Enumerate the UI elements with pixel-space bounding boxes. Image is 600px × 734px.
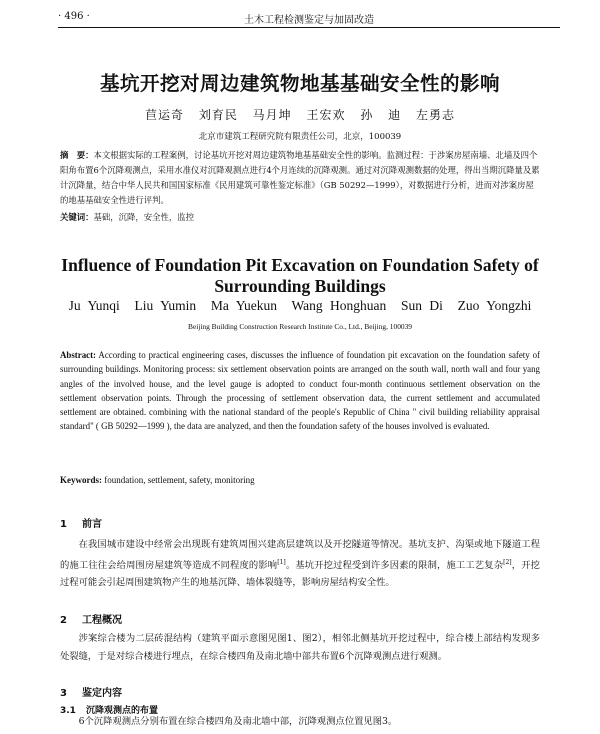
- paragraph-text: ，开挖过程可能会引起周围建筑物产生的地基沉降、墙体裂缝等，影响房屋结构安全性。: [60, 559, 540, 589]
- subsection-number: 3.1: [60, 706, 76, 716]
- citation-ref: [1]: [277, 558, 286, 566]
- author-en: Wang Honghuan: [291, 298, 387, 313]
- section-number: 2: [60, 615, 67, 626]
- abstract-text-zh: 本文根据实际的工程案例，讨论基坑开挖对周边建筑物地基基础安全性的影响。监测过程：于涉案房屋南墙、北墙及四个阳角布置6个沉降观测点，采用水准仪对沉降观测点进行4个月连续的沉降观测。通过对沉降观测数据的处理，得出当期沉降量及累计沉降量，结合中华人民共和国国家标准《民用建筑可靠性鉴定标准》（GB 50292—1999），对数据进行分析，进而对涉案房屋的地基基础安全性进行评判。: [60, 150, 540, 205]
- author-zh: 左勇志: [416, 108, 456, 122]
- section-heading-3: [60, 684, 122, 699]
- citation-ref: [2]: [503, 558, 512, 566]
- author-zh: 刘育民: [198, 108, 238, 122]
- section-heading-2: [60, 611, 122, 626]
- chinese-authors: [40, 106, 560, 123]
- author-en: Ju Yunqi: [68, 298, 120, 313]
- keywords-text-en: foundation, settlement, safety, monitoring: [104, 475, 255, 485]
- abstract-text-en: According to practical engineering cases, discusses the influence of foundation pit excavation on the foundation safety of surrounding buildings. Monitoring process: six settlement observation points are arranged on the south wall, north wall and four yang angles of the involved house, and the level gauge is adopted to conduct four-month continuous settlement observation on the settlement observation points. Through the processing of settlement observation data, the current settlement and accumulated settlement are obtained. combining with the national standard of the people's Republic of China " civil building reliability appraisal standard" ( GB 50292—1999 ), the data are analyzed, and then the foundation safety of the houses involved is evaluated.: [60, 350, 540, 432]
- abstract-label-zh: 摘 要：: [60, 150, 94, 160]
- author-en: Zuo Yongzhi: [457, 298, 532, 313]
- section-number: 1: [60, 519, 67, 530]
- section-number: 3: [60, 688, 67, 699]
- english-keywords: [60, 475, 540, 485]
- chinese-title: 基坑开挖对周边建筑物地基基础安全性的影响: [99, 72, 500, 95]
- keywords-label-zh: 关键词：: [60, 212, 94, 222]
- english-affiliation: Beijing Building Construction Research Institute Co., Ltd., Beijing, 100039: [188, 322, 412, 331]
- chinese-keywords: [60, 210, 540, 225]
- author-zh: 王宏欢: [306, 108, 346, 122]
- paragraph-text: 在我国城市建设中经常会出现既有建筑周围兴建高层建筑以及开挖隧道等情况。基坑支护、沟渠或地下隧道工程的施工往往会给周围房屋建筑等造成不同程度的影响: [60, 539, 540, 571]
- abstract-label-en: Abstract:: [60, 350, 96, 360]
- english-title: Influence of Foundation Pit Excavation on Foundation Safety of Surrounding Buildings: [61, 255, 539, 296]
- author-zh: 马月坤: [252, 108, 292, 122]
- author-zh: 孙 迪: [360, 108, 402, 122]
- section-title: 前言: [82, 519, 102, 530]
- paragraph-text: 。基坑开挖过程受到许多因素的限制，施工工艺复杂: [285, 559, 504, 571]
- keywords-text-zh: 基础，沉降，安全性，监控: [93, 212, 194, 222]
- author-en: Ma Yuekun: [210, 298, 277, 313]
- page-number: · 496 ·: [58, 11, 90, 22]
- chinese-affiliation: 北京市建筑工程研究院有限责任公司，北京，100039: [198, 132, 402, 142]
- author-zh: 苣运奇: [144, 108, 184, 122]
- section-2-paragraph: 涉案综合楼为二层砖混结构（建筑平面示意图见图1、图2），相邻北侧基坑开挖过程中，综合楼上部结构发现多处裂缝，于是对综合楼进行埋点，在综合楼四角及南北墙中部共布置6个沉降观测点进行观测。: [60, 633, 540, 662]
- chinese-abstract: [60, 148, 540, 208]
- header-rule: [58, 27, 560, 28]
- keywords-label-en: Keywords:: [60, 475, 102, 485]
- section-heading-1: [60, 515, 102, 530]
- english-authors: [40, 298, 560, 314]
- running-header: [58, 11, 560, 25]
- section-title: 鉴定内容: [82, 688, 122, 699]
- subsection-title: 沉降观测点的布置: [86, 706, 159, 716]
- section-title: 工程概况: [82, 615, 122, 626]
- section-1-paragraph: [60, 536, 540, 592]
- author-en: Liu Yumin: [134, 298, 197, 313]
- english-abstract: [60, 348, 540, 434]
- journal-title: 土木工程检测鉴定与加固改造: [244, 15, 374, 26]
- author-en: Sun Di: [401, 298, 443, 313]
- subsection-3-1-paragraph: 6个沉降观测点分别布置在综合楼四角及南北墙中部，沉降观测点位置见图3。: [78, 716, 398, 727]
